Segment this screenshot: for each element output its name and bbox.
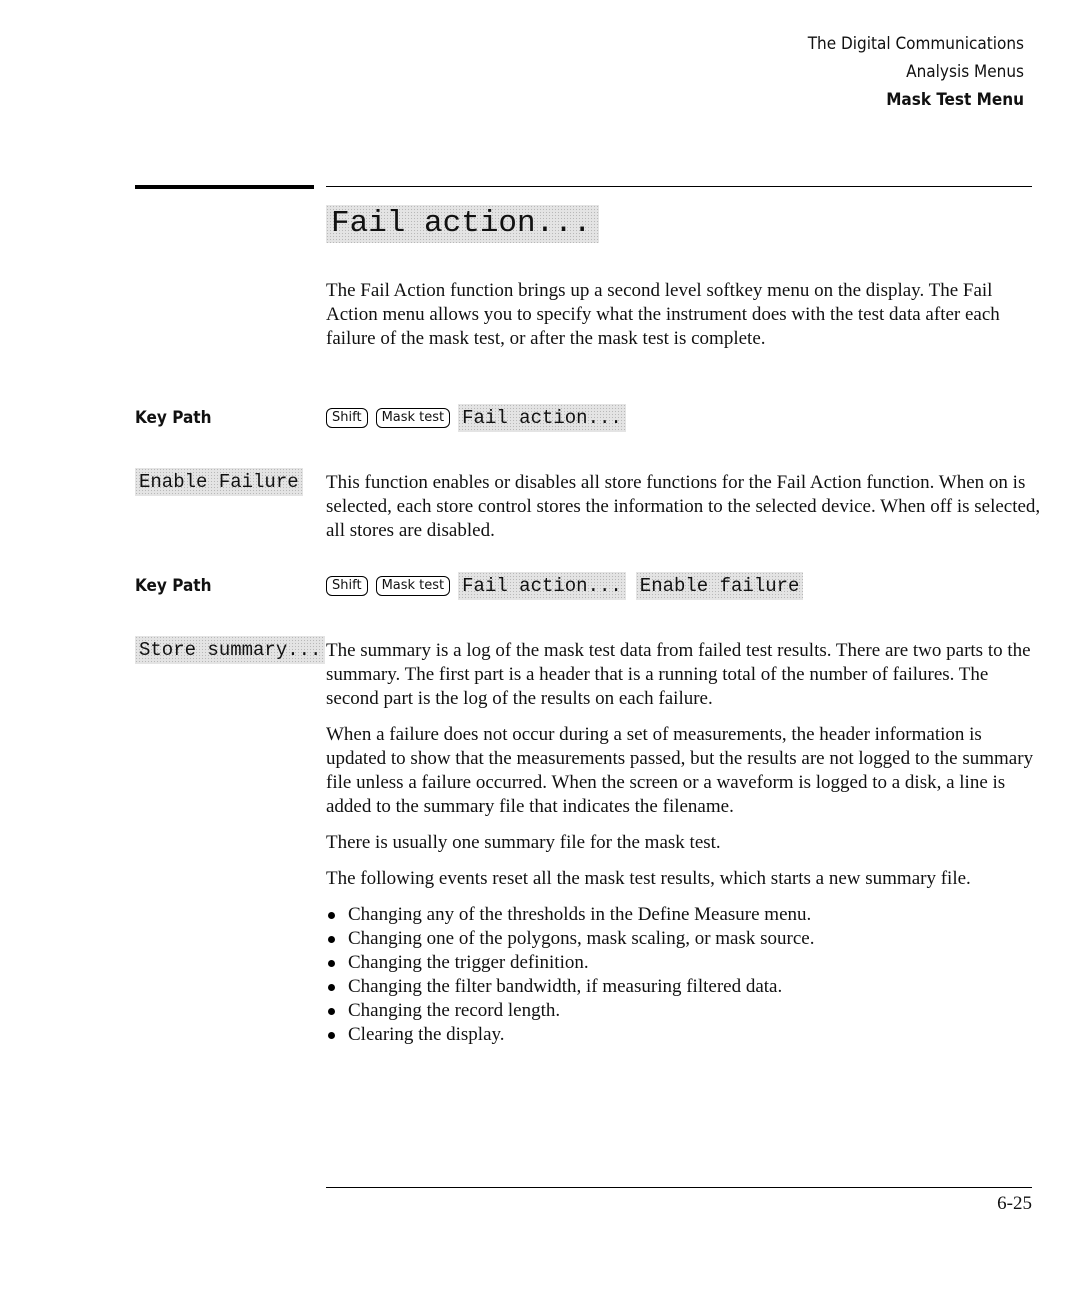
enable-failure-heading-wrap (135, 468, 303, 496)
running-header (808, 30, 1024, 114)
reset-events-list (326, 903, 1042, 1047)
page-title: Fail action... (326, 205, 599, 243)
key-path-2 (326, 572, 803, 600)
header-line-2: Analysis Menus (906, 62, 1024, 82)
store-summary-heading-wrap (135, 636, 325, 664)
section-rule-thick (135, 185, 314, 189)
store-summary-p4: The following events reset all the mask test results, which starts a new summary file. (326, 868, 971, 889)
enable-failure-softkey: Enable failure (636, 572, 804, 600)
header-line-1: The Digital Communications (807, 34, 1024, 54)
store-summary-section (326, 639, 1042, 1047)
fail-action-softkey: Fail action... (458, 572, 626, 600)
key-path-label-2: Key Path (135, 576, 212, 596)
store-summary-heading: Store summary... (135, 636, 325, 664)
key-path-label-1: Key Path (135, 408, 212, 428)
list-item: Changing any of the thresholds in the Define Measure menu. (326, 903, 1042, 927)
intro-paragraph (326, 279, 1042, 363)
list-item: Changing the trigger definition. (326, 951, 1042, 975)
list-item: Changing one of the polygons, mask scaling, or mask source. (326, 927, 1042, 951)
list-item: Changing the filter bandwidth, if measuring filtered data. (326, 975, 1042, 999)
store-summary-p3: There is usually one summary file for the mask test. (326, 832, 721, 853)
mask-test-key: Mask test (376, 576, 451, 596)
section-rule-thin (326, 186, 1032, 187)
shift-key: Shift (326, 576, 368, 596)
page-number: 6-25 (997, 1193, 1032, 1214)
fail-action-softkey: Fail action... (458, 404, 626, 432)
enable-failure-text: This function enables or disables all store functions for the Fail Action function. When on is selected, each store control stores the information to the selected device. When off is selected, all stores are disabled. (326, 472, 1041, 541)
mask-test-key: Mask test (376, 408, 451, 428)
key-path-1 (326, 404, 626, 432)
intro-text: The Fail Action function brings up a second level softkey menu on the display. The Fail Action menu allows you to specify what the instrument does with the test data after each failure of the mask test, or after the mask test is complete. (326, 280, 1000, 349)
list-item: Clearing the display. (326, 1023, 1042, 1047)
list-item: Changing the record length. (326, 999, 1042, 1023)
enable-failure-heading: Enable Failure (135, 468, 303, 496)
shift-key: Shift (326, 408, 368, 428)
header-section-title: Mask Test Menu (886, 90, 1024, 110)
enable-failure-paragraph (326, 471, 1042, 555)
store-summary-p1: The summary is a log of the mask test data from failed test results. There are two parts to the summary. The first part is a header that is a running total of the number of failures. The second part is the log of the results on each failure. (326, 640, 1031, 709)
footer-rule (326, 1187, 1032, 1188)
store-summary-p2: When a failure does not occur during a set of measurements, the header information is updated to show that the measurements passed, but the results are not logged to the summary file unless a failure occurred. When the screen or a waveform is logged to a disk, a line is added to the summary file that indicates the filename. (326, 724, 1034, 817)
